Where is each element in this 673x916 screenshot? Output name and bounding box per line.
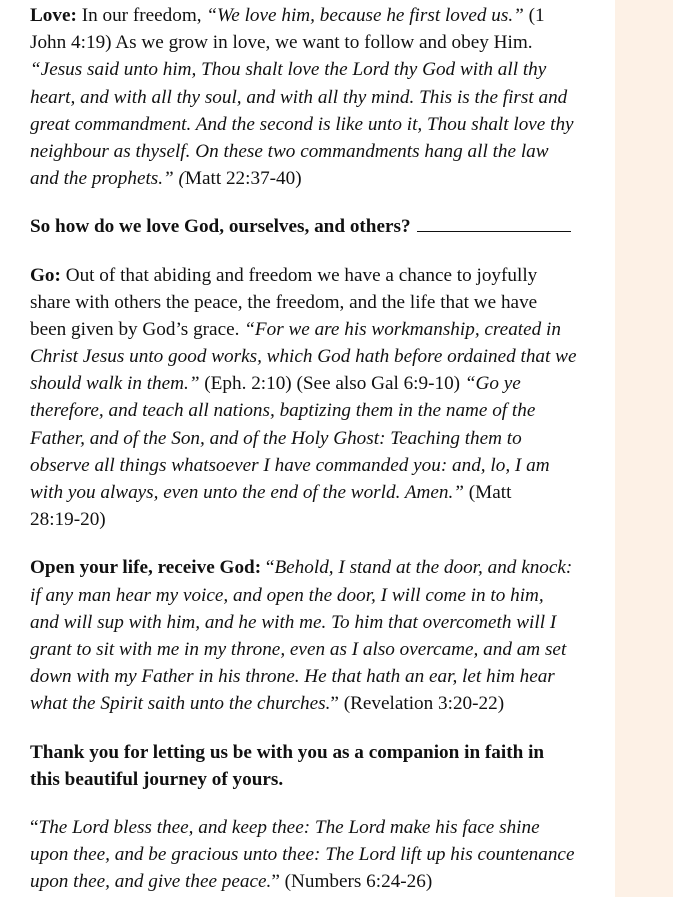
scripture-quote: Father, and of the Son, and of the Holy Ghost: Teaching them to bbox=[30, 427, 522, 449]
love-paragraph bbox=[30, 2, 615, 192]
text-line bbox=[30, 343, 615, 370]
text-line bbox=[30, 84, 615, 111]
scripture-quote: if any man hear my voice, and open the door, I will come in to him, bbox=[30, 584, 544, 606]
text-line bbox=[30, 636, 615, 663]
thanks-paragraph bbox=[30, 739, 615, 793]
text-line bbox=[30, 56, 615, 83]
question-paragraph bbox=[30, 213, 615, 240]
text-line bbox=[30, 739, 615, 766]
text-span: (1 bbox=[523, 5, 545, 26]
text-line bbox=[30, 370, 615, 397]
scripture-quote: “We love him, because he first loved us.” bbox=[206, 5, 524, 26]
text-line bbox=[30, 766, 615, 793]
question-text: So how do we love God, ourselves, and others? bbox=[30, 216, 411, 238]
scripture-reference: (Eph. 2:10) (See also Gal 6:9-10) bbox=[199, 373, 465, 395]
text-line bbox=[30, 582, 615, 609]
scripture-quote: upon thee, and give thee peace. bbox=[30, 871, 272, 893]
open-life-heading: Open your life, receive God: bbox=[30, 557, 262, 579]
text-line bbox=[30, 262, 615, 289]
scripture-quote: The Lord bless thee, and keep thee: The Lord make his face shine bbox=[38, 816, 540, 838]
text-line bbox=[30, 868, 615, 895]
scripture-quote: and will sup with him, and he with me. To him that overcometh will I bbox=[30, 611, 557, 633]
open-life-paragraph bbox=[30, 554, 615, 717]
scripture-quote: heart, and with all thy soul, and with all thy mind. This is the first and bbox=[30, 86, 568, 108]
text-line bbox=[30, 841, 615, 868]
thanks-text: Thank you for letting us be with you as a companion in faith in bbox=[30, 741, 545, 763]
text-line: 28:19-20) bbox=[30, 509, 106, 531]
scripture-quote: Christ Jesus unto good works, which God hath before ordained that we bbox=[30, 346, 577, 368]
scripture-reference: (Matt bbox=[463, 482, 512, 503]
scripture-quote: “Go ye bbox=[464, 373, 521, 395]
text-line: John 4:19) As we grow in love, we want to follow and obey Him. bbox=[30, 32, 533, 54]
text-line bbox=[30, 554, 615, 581]
text-line bbox=[30, 316, 615, 343]
document-page bbox=[30, 2, 615, 916]
text-line bbox=[30, 814, 615, 841]
go-paragraph bbox=[30, 262, 615, 534]
text-span: Out of that abiding and freedom we have a chance to joyfully bbox=[60, 264, 538, 286]
text-line bbox=[30, 609, 615, 636]
text-line bbox=[30, 425, 615, 452]
text-line bbox=[30, 397, 615, 424]
scripture-quote: with you always, even unto the end of the world. Amen.” bbox=[30, 482, 464, 503]
text-line bbox=[30, 452, 615, 479]
text-span: “ bbox=[30, 816, 39, 838]
text-line bbox=[30, 479, 615, 506]
text-line bbox=[30, 690, 615, 717]
love-heading: Love: bbox=[30, 5, 77, 26]
scripture-quote: great commandment. And the second is like unto it, Thou shalt love thy bbox=[30, 113, 574, 135]
text-span: been given by God’s grace. bbox=[30, 318, 245, 340]
text-line bbox=[30, 165, 615, 192]
scripture-quote: “For we are his workmanship, created in bbox=[244, 318, 561, 340]
text-span: “ bbox=[261, 557, 275, 579]
scripture-reference: Matt 22:37-40) bbox=[184, 168, 302, 190]
scripture-quote: neighbour as thyself. On these two commandments hang all the law bbox=[30, 140, 549, 162]
blessing-paragraph bbox=[30, 814, 615, 896]
text-span: In our freedom, bbox=[76, 5, 207, 26]
scripture-reference: ” (Numbers 6:24-26) bbox=[271, 871, 433, 893]
text-line bbox=[30, 2, 615, 29]
scripture-quote: and the prophets.” ( bbox=[30, 168, 185, 190]
answer-blank-line bbox=[417, 231, 571, 232]
text-line bbox=[30, 111, 615, 138]
text-line bbox=[30, 138, 615, 165]
scripture-quote: observe all things whatsoever I have commanded you: and, lo, I am bbox=[30, 454, 550, 476]
thanks-text: this beautiful journey of yours. bbox=[30, 768, 284, 790]
scripture-reference: ” (Revelation 3:20-22) bbox=[330, 693, 505, 715]
side-margin-strip bbox=[615, 0, 673, 897]
scripture-quote: what the Spirit saith unto the churches. bbox=[30, 693, 331, 715]
go-heading: Go: bbox=[30, 264, 61, 286]
text-line bbox=[30, 663, 615, 690]
text-line: share with others the peace, the freedom, and the life that we have bbox=[30, 291, 538, 313]
text-line bbox=[30, 213, 615, 240]
scripture-quote: should walk in them.” bbox=[30, 373, 200, 395]
scripture-quote: upon thee, and be gracious unto thee: The Lord lift up his countenance bbox=[30, 844, 575, 866]
scripture-quote: Behold, I stand at the door, and knock: bbox=[274, 557, 573, 579]
scripture-quote: down with my Father in his throne. He that hath an ear, let him hear bbox=[30, 666, 555, 688]
scripture-quote: grant to sit with me in my throne, even as I also overcame, and am set bbox=[30, 638, 567, 660]
scripture-quote: therefore, and teach all nations, baptizing them in the name of the bbox=[30, 400, 536, 422]
scripture-quote: “Jesus said unto him, Thou shalt love the Lord thy God with all thy bbox=[30, 59, 547, 81]
